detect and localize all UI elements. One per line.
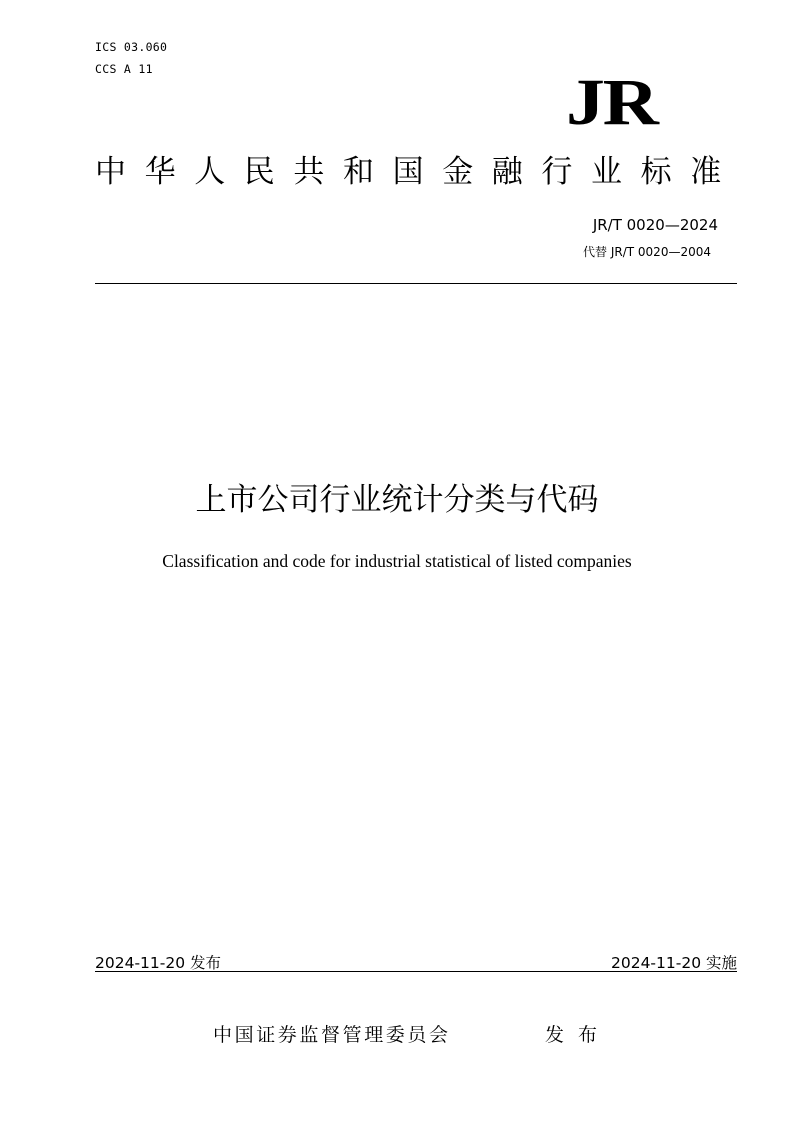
ics-code: ICS 03.060 <box>95 40 168 54</box>
jr-logo: JR <box>566 66 657 139</box>
ccs-code: CCS A 11 <box>95 62 153 76</box>
document-title-zh: 上市公司行业统计分类与代码 <box>195 482 599 518</box>
document-title-en: Classification and code for industrial statistical of listed companies <box>162 551 632 571</box>
header-divider <box>95 283 737 284</box>
standard-number: JR/T 0020—2024 <box>592 216 718 234</box>
publisher-name: 中国证券监督管理委员会 <box>213 1024 451 1046</box>
replaces-standard: 代替 JR/T 0020—2004 <box>583 245 711 259</box>
standard-category-title: 中华人民共和国金融行业标准 <box>95 154 740 190</box>
implementation-date: 2024-11-20 实施 <box>610 954 737 972</box>
publish-label: 发布 <box>545 1024 612 1046</box>
issue-date: 2024-11-20 发布 <box>95 954 222 972</box>
footer-divider <box>95 971 737 972</box>
